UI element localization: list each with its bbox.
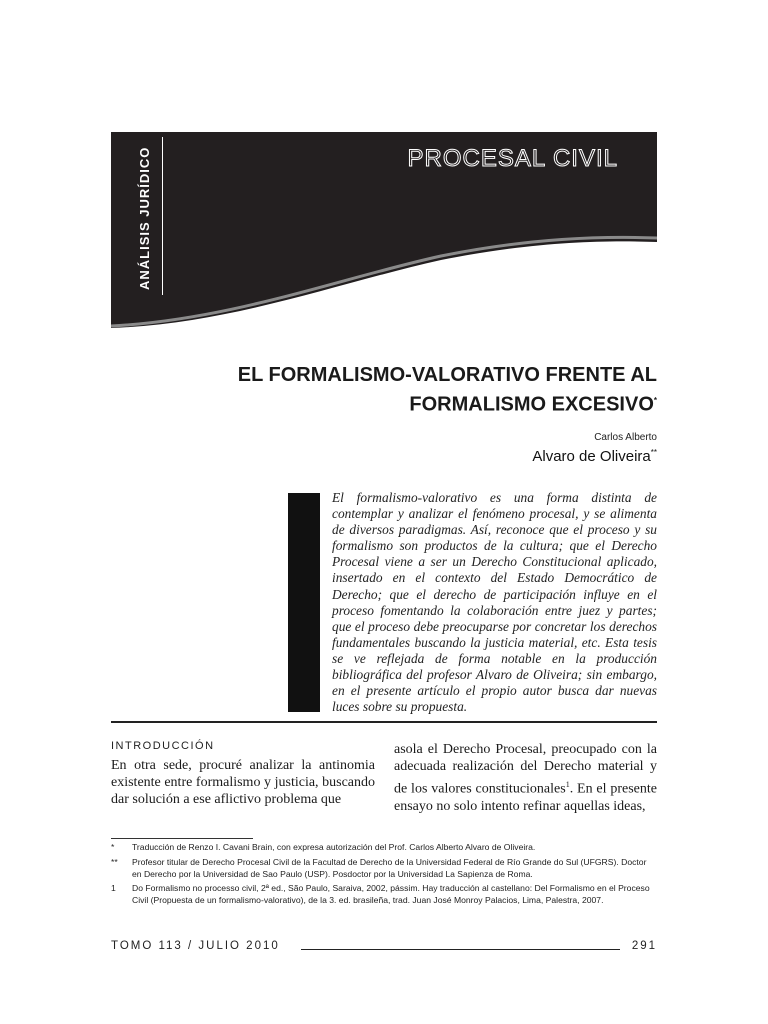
title-line-2-text: FORMALISMO EXCESIVO (409, 393, 654, 416)
author-first-name: Carlos Alberto (594, 432, 657, 443)
footnote (111, 883, 657, 906)
footnote-text: Profesor titular de Derecho Procesal Civil de la Facultad de Derecho de la Universidad Federal de Río Grande do Sul (UFGRS). Doctor en Derecho por la Universidad de Sao Paulo (USP). Posdoctor por la Universidad La Sapienza de Roma. (132, 857, 647, 879)
title-line-1: EL FORMALISMO-VALORATIVO FRENTE AL (237, 364, 657, 386)
body-column-2 (394, 741, 657, 815)
side-label: ANÁLISIS JURÍDICO (137, 146, 152, 290)
abstract-rule (111, 721, 657, 723)
footer-issue: TOMO 113 / JULIO 2010 (111, 940, 280, 952)
author-note-mark: ** (650, 448, 657, 457)
page-number: 291 (631, 940, 657, 952)
abstract-text: El formalismo-valorativo es una forma distinta de contemplar y analizar el fenómeno procesal, y se alimenta de diversos paradigmas. Así, reconoce que el proceso y su formalismo son productos de la cultura; que el Derecho Procesal viene a ser un Derecho Constitucional aplicado, insertado en el contexto del Estado Democrático de Derecho; que el derecho de participación influye en el proceso fomentando la colaboración entre juez y partes; que el proceso debe preocuparse por concretar los derechos fundamentales buscando la justicia material, etc. Esta tesis se ve reflejada de forma notable en la producción bibliográfica del profesor Alvaro de Oliveira; sin embargo, en el presente artículo el propio autor busca dar nuevas luces sobre su propuesta. (332, 490, 657, 715)
footnote-mark: 1 (111, 883, 116, 893)
footnote (111, 842, 657, 854)
col2-text-a: asola el Derecho Procesal, preocupado con la adecuada realización del Derecho material y de los valores constitucionales (394, 742, 657, 797)
body-column-1: En otra sede, procuré analizar la antinomia existente entre formalismo y justicia, buscando dar solución a ese aflictivo problema que (111, 758, 375, 807)
footnote-text: Do Formalismo no processo civil, 2ª ed., São Paulo, Saraiva, 2002, pássim. Hay traducción al castellano: Del Formalismo en el Proceso Civil (Propuesta de un formalismo-valorativo), de la 3. ed. brasileña, trad. Juan José Monroy Palacios, Lima, Palestra, 2007. (132, 883, 650, 905)
footnote-rule (111, 838, 253, 839)
article-title (238, 362, 657, 418)
author-last-name (532, 448, 657, 465)
abstract-bar (288, 493, 320, 712)
banner-divider (162, 137, 163, 295)
footnote (111, 857, 657, 880)
footnote-text: Traducción de Renzo I. Cavani Brain, con expresa autorización del Prof. Carlos Alberto Alvaro de Oliveira. (132, 842, 536, 852)
footnote-mark: ** (111, 857, 118, 867)
col2-text-b: . En el presente ensayo no solo intento refinar aquellas ideas, (394, 781, 657, 814)
section-title: PROCESAL CIVIL (407, 145, 618, 172)
footnote-mark: * (111, 842, 115, 852)
intro-heading: INTRODUCCIÓN (111, 740, 215, 752)
footer-rule (301, 949, 620, 950)
footnote-ref-1: 1 (565, 779, 570, 789)
page-footer (111, 940, 657, 956)
title-note-mark: * (653, 396, 657, 405)
author-last-name-text: Alvaro de Oliveira (532, 448, 651, 465)
title-line-2 (238, 388, 657, 418)
